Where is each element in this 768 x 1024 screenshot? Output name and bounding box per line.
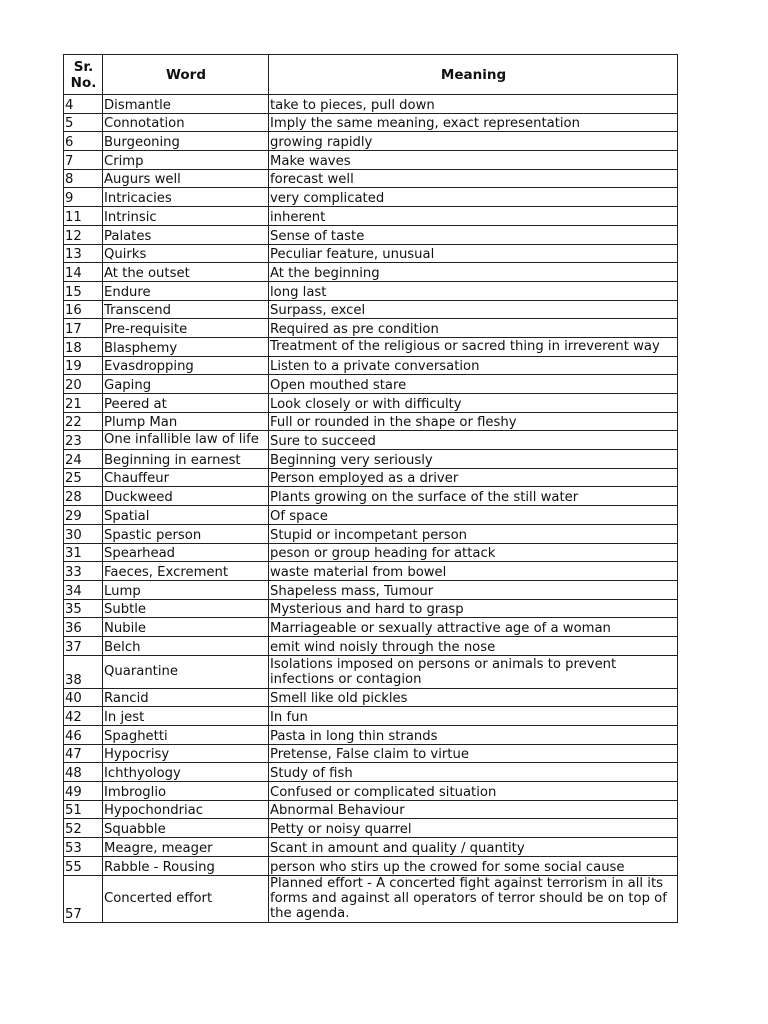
- table-row: [64, 763, 678, 782]
- cell-word: Peered at: [103, 394, 269, 413]
- cell-word: Endure: [103, 281, 269, 300]
- cell-sr-no: 9: [64, 188, 103, 207]
- table-row: [64, 618, 678, 637]
- table-row: [64, 856, 678, 875]
- cell-sr-no: 7: [64, 151, 103, 170]
- cell-word: Faeces, Excrement: [103, 562, 269, 581]
- cell-word: Intrinsic: [103, 207, 269, 226]
- cell-word: Quarantine: [103, 655, 269, 688]
- cell-meaning: person who stirs up the crowed for some social cause: [269, 856, 678, 875]
- cell-sr-no: 36: [64, 618, 103, 637]
- cell-sr-no: 25: [64, 468, 103, 487]
- cell-meaning: Shapeless mass, Tumour: [269, 580, 678, 599]
- table-row: [64, 375, 678, 394]
- cell-sr-no: 37: [64, 636, 103, 655]
- cell-meaning: Smell like old pickles: [269, 688, 678, 707]
- cell-meaning: Required as pre condition: [269, 319, 678, 338]
- cell-meaning: Person employed as a driver: [269, 468, 678, 487]
- table-row: [64, 244, 678, 263]
- cell-word: Concerted effort: [103, 875, 269, 922]
- cell-meaning: Planned effort - A concerted fight against terrorism in all its forms and against all operators of terror should be on top of the agenda.: [269, 875, 678, 922]
- cell-sr-no: 19: [64, 356, 103, 375]
- cell-word: Ichthyology: [103, 763, 269, 782]
- cell-sr-no: 38: [64, 655, 103, 688]
- cell-sr-no: 48: [64, 763, 103, 782]
- cell-sr-no: 14: [64, 263, 103, 282]
- cell-meaning: forecast well: [269, 169, 678, 188]
- cell-sr-no: 8: [64, 169, 103, 188]
- cell-meaning: Beginning very seriously: [269, 450, 678, 469]
- cell-word: Duckweed: [103, 487, 269, 506]
- cell-meaning: Scant in amount and quality / quantity: [269, 838, 678, 857]
- cell-word: Palates: [103, 225, 269, 244]
- header-word: Word: [103, 55, 269, 95]
- cell-word: One infallible law of life: [103, 431, 269, 450]
- table-row: [64, 468, 678, 487]
- cell-word: Spaghetti: [103, 726, 269, 745]
- cell-sr-no: 28: [64, 487, 103, 506]
- cell-word: Gaping: [103, 375, 269, 394]
- cell-meaning: very complicated: [269, 188, 678, 207]
- cell-meaning: take to pieces, pull down: [269, 95, 678, 114]
- table-row: [64, 95, 678, 114]
- cell-word: Hypochondriac: [103, 800, 269, 819]
- cell-meaning: Sense of taste: [269, 225, 678, 244]
- cell-meaning: Abnormal Behaviour: [269, 800, 678, 819]
- cell-word: Lump: [103, 580, 269, 599]
- cell-meaning: Marriageable or sexually attractive age of a woman: [269, 618, 678, 637]
- cell-sr-no: 12: [64, 225, 103, 244]
- cell-sr-no: 42: [64, 707, 103, 726]
- table-row: [64, 225, 678, 244]
- cell-word: Beginning in earnest: [103, 450, 269, 469]
- cell-sr-no: 53: [64, 838, 103, 857]
- cell-word: Burgeoning: [103, 132, 269, 151]
- cell-meaning: Listen to a private conversation: [269, 356, 678, 375]
- cell-meaning: Petty or noisy quarrel: [269, 819, 678, 838]
- table-row: [64, 707, 678, 726]
- table-row: [64, 113, 678, 132]
- cell-sr-no: 30: [64, 524, 103, 543]
- table-row: [64, 655, 678, 688]
- cell-sr-no: 57: [64, 875, 103, 922]
- cell-word: Meagre, meager: [103, 838, 269, 857]
- table-row: [64, 207, 678, 226]
- cell-meaning: Make waves: [269, 151, 678, 170]
- cell-sr-no: 23: [64, 431, 103, 450]
- cell-sr-no: 31: [64, 543, 103, 562]
- cell-sr-no: 21: [64, 394, 103, 413]
- header-sr-no: Sr. No.: [64, 55, 103, 95]
- cell-sr-no: 22: [64, 412, 103, 431]
- cell-sr-no: 18: [64, 337, 103, 356]
- cell-meaning: Open mouthed stare: [269, 375, 678, 394]
- cell-word: Rancid: [103, 688, 269, 707]
- table-row: [64, 875, 678, 922]
- table-row: [64, 688, 678, 707]
- cell-word: Squabble: [103, 819, 269, 838]
- cell-meaning: Pretense, False claim to virtue: [269, 744, 678, 763]
- cell-word: Crimp: [103, 151, 269, 170]
- cell-sr-no: 52: [64, 819, 103, 838]
- cell-sr-no: 35: [64, 599, 103, 618]
- table-row: [64, 819, 678, 838]
- cell-word: Spatial: [103, 506, 269, 525]
- cell-meaning: In fun: [269, 707, 678, 726]
- cell-meaning: At the beginning: [269, 263, 678, 282]
- table-row: [64, 636, 678, 655]
- cell-meaning: waste material from bowel: [269, 562, 678, 581]
- cell-meaning: Imply the same meaning, exact representation: [269, 113, 678, 132]
- cell-sr-no: 6: [64, 132, 103, 151]
- table-row: [64, 782, 678, 801]
- cell-meaning: Look closely or with difficulty: [269, 394, 678, 413]
- cell-sr-no: 34: [64, 580, 103, 599]
- table-row: [64, 132, 678, 151]
- cell-word: Nubile: [103, 618, 269, 637]
- cell-meaning: Stupid or incompetant person: [269, 524, 678, 543]
- cell-sr-no: 5: [64, 113, 103, 132]
- table-row: [64, 726, 678, 745]
- cell-meaning: Isolations imposed on persons or animals to prevent infections or contagion: [269, 655, 678, 688]
- cell-sr-no: 29: [64, 506, 103, 525]
- cell-sr-no: 11: [64, 207, 103, 226]
- cell-meaning: Pasta in long thin strands: [269, 726, 678, 745]
- cell-meaning: Plants growing on the surface of the still water: [269, 487, 678, 506]
- cell-word: Plump Man: [103, 412, 269, 431]
- cell-sr-no: 20: [64, 375, 103, 394]
- table-row: [64, 562, 678, 581]
- cell-word: Pre-requisite: [103, 319, 269, 338]
- cell-meaning: Sure to succeed: [269, 431, 678, 450]
- cell-meaning: Full or rounded in the shape or fleshy: [269, 412, 678, 431]
- cell-sr-no: 40: [64, 688, 103, 707]
- cell-sr-no: 13: [64, 244, 103, 263]
- vocabulary-table: [63, 54, 678, 923]
- table-row: [64, 506, 678, 525]
- table-body: [64, 95, 678, 923]
- cell-word: Belch: [103, 636, 269, 655]
- cell-word: Spastic person: [103, 524, 269, 543]
- table-header-row: [64, 55, 678, 95]
- cell-sr-no: 4: [64, 95, 103, 114]
- cell-sr-no: 46: [64, 726, 103, 745]
- cell-sr-no: 24: [64, 450, 103, 469]
- cell-word: Transcend: [103, 300, 269, 319]
- table-row: [64, 450, 678, 469]
- cell-word: In jest: [103, 707, 269, 726]
- table-row: [64, 169, 678, 188]
- table-row: [64, 800, 678, 819]
- header-meaning: Meaning: [269, 55, 678, 95]
- table-row: [64, 838, 678, 857]
- cell-meaning: emit wind noisly through the nose: [269, 636, 678, 655]
- cell-word: At the outset: [103, 263, 269, 282]
- table-row: [64, 151, 678, 170]
- table-row: [64, 599, 678, 618]
- cell-meaning: Mysterious and hard to grasp: [269, 599, 678, 618]
- cell-meaning: peson or group heading for attack: [269, 543, 678, 562]
- cell-meaning: inherent: [269, 207, 678, 226]
- cell-sr-no: 17: [64, 319, 103, 338]
- cell-meaning: Surpass, excel: [269, 300, 678, 319]
- cell-meaning: Confused or complicated situation: [269, 782, 678, 801]
- cell-word: Hypocrisy: [103, 744, 269, 763]
- table-row: [64, 300, 678, 319]
- table-row: [64, 263, 678, 282]
- cell-sr-no: 16: [64, 300, 103, 319]
- table-row: [64, 337, 678, 356]
- cell-word: Blasphemy: [103, 337, 269, 356]
- cell-word: Chauffeur: [103, 468, 269, 487]
- cell-meaning: long last: [269, 281, 678, 300]
- cell-word: Subtle: [103, 599, 269, 618]
- table-row: [64, 394, 678, 413]
- table-row: [64, 356, 678, 375]
- cell-word: Imbroglio: [103, 782, 269, 801]
- table-row: [64, 431, 678, 450]
- table-row: [64, 188, 678, 207]
- cell-word: Evasdropping: [103, 356, 269, 375]
- cell-word: Rabble - Rousing: [103, 856, 269, 875]
- cell-meaning: Peculiar feature, unusual: [269, 244, 678, 263]
- cell-sr-no: 47: [64, 744, 103, 763]
- table-row: [64, 524, 678, 543]
- table-row: [64, 487, 678, 506]
- cell-word: Spearhead: [103, 543, 269, 562]
- cell-meaning: growing rapidly: [269, 132, 678, 151]
- table-row: [64, 744, 678, 763]
- table-row: [64, 580, 678, 599]
- table-row: [64, 319, 678, 338]
- table-row: [64, 281, 678, 300]
- cell-sr-no: 33: [64, 562, 103, 581]
- cell-sr-no: 49: [64, 782, 103, 801]
- cell-meaning: Study of fish: [269, 763, 678, 782]
- cell-word: Quirks: [103, 244, 269, 263]
- cell-meaning: Of space: [269, 506, 678, 525]
- cell-word: Dismantle: [103, 95, 269, 114]
- cell-sr-no: 51: [64, 800, 103, 819]
- cell-meaning: Treatment of the religious or sacred thing in irreverent way: [269, 337, 678, 356]
- table-row: [64, 412, 678, 431]
- cell-word: Connotation: [103, 113, 269, 132]
- cell-word: Intricacies: [103, 188, 269, 207]
- table-row: [64, 543, 678, 562]
- cell-word: Augurs well: [103, 169, 269, 188]
- cell-sr-no: 15: [64, 281, 103, 300]
- cell-sr-no: 55: [64, 856, 103, 875]
